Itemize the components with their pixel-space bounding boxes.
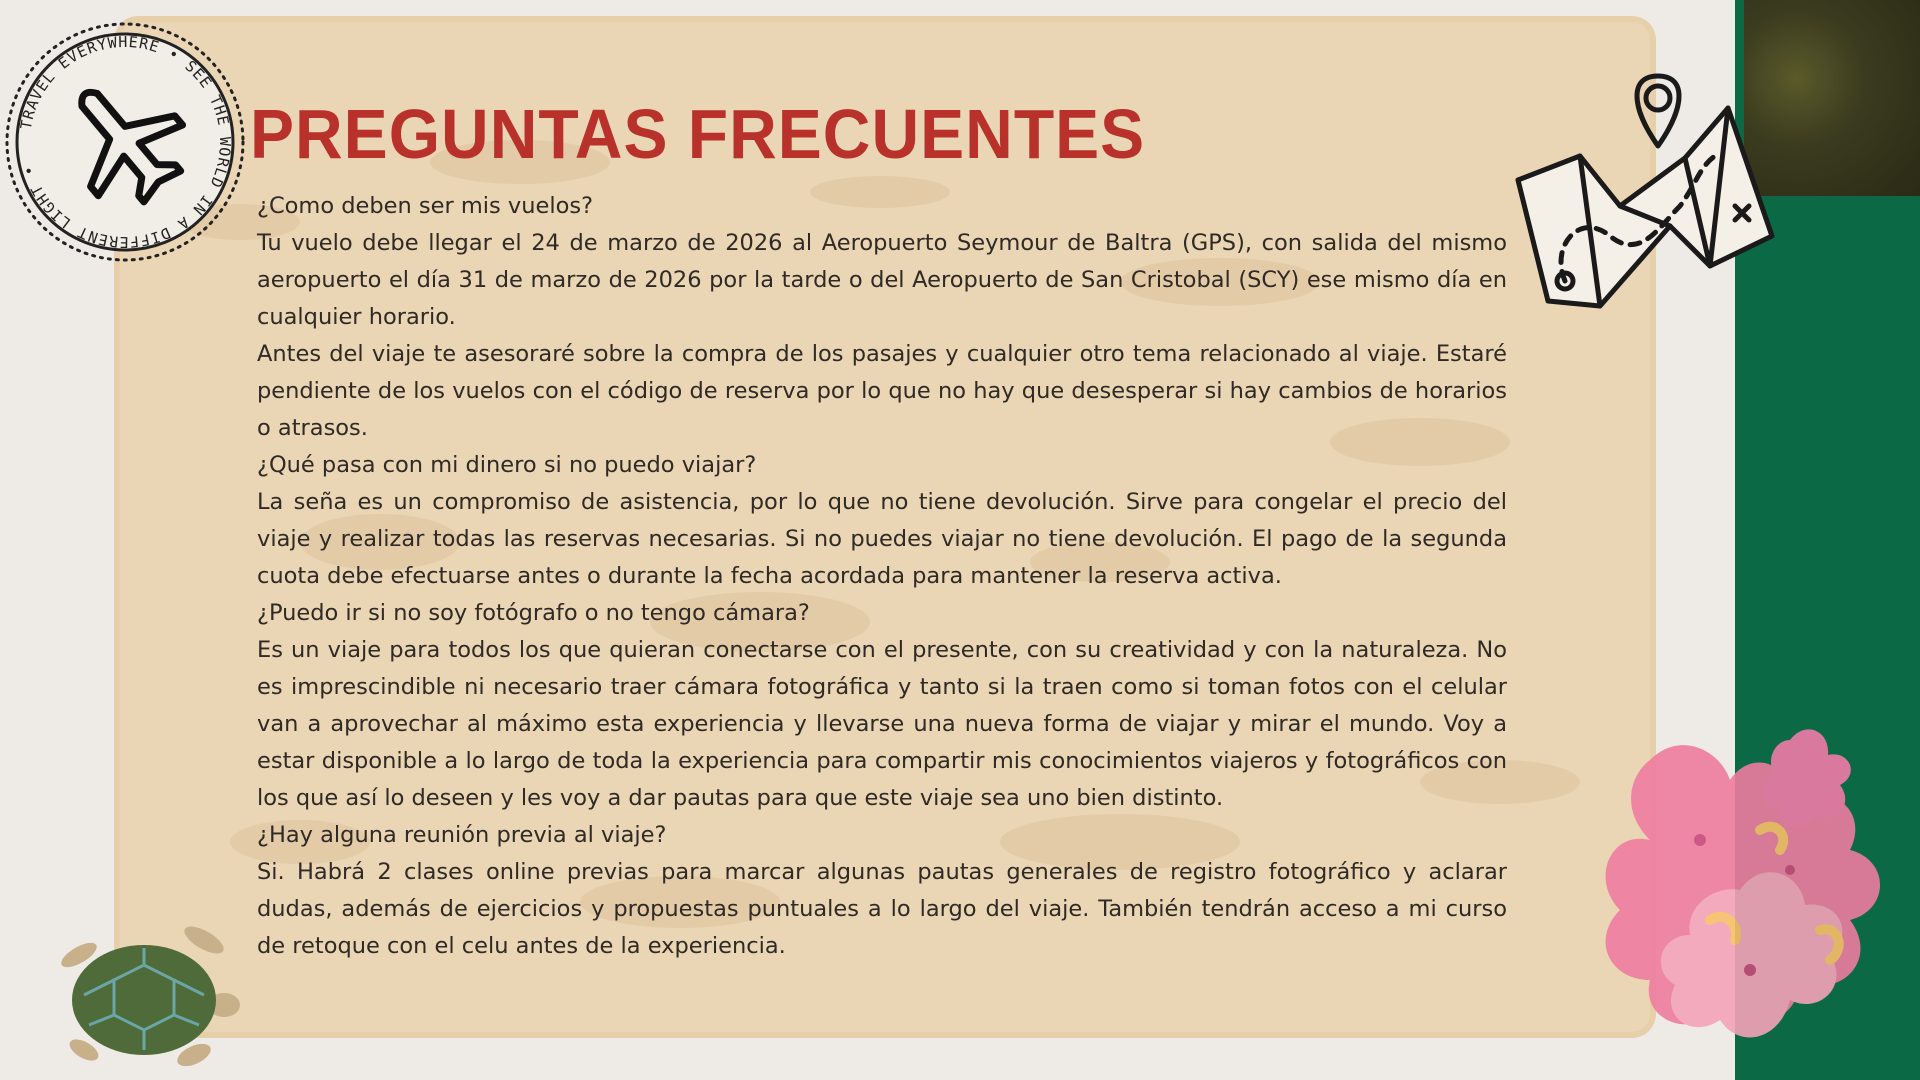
faq-question: ¿Puedo ir si no soy fotógrafo o no tengo cámara? [257, 600, 810, 626]
svg-text:TRAVEL EVERYWHERE • SEE THE WO: TRAVEL EVERYWHERE • SEE THE WORLD IN A DIFFERENT LIGHT • [16, 32, 235, 252]
turtle-icon [44, 910, 244, 1080]
faq-question: ¿Qué pasa con mi dinero si no puedo viajar? [257, 452, 757, 478]
faq-answer: Tu vuelo debe llegar el 24 de marzo de 2026 al Aeropuerto Seymour de Baltra (GPS), con salida del mismo aeropuerto el día 31 de marzo de 2026 por la tarde o del Aeropuerto de San Cristobal (SCY) ese mismo día en cualquier horario. [257, 230, 1507, 330]
faq-answer: Si. Habrá 2 clases online previas para marcar algunas pautas generales de registro fotográfico y aclarar dudas, además de ejercicios y propuestas puntuales a lo largo del viaje. También tendrán acceso a mi curso de retoque con el celu antes de la experiencia. [257, 859, 1507, 959]
coral-icon [1590, 720, 1920, 1080]
faq-question: ¿Hay alguna reunión previa al viaje? [257, 822, 667, 848]
faq-answer: La seña es un compromiso de asistencia, por lo que no tiene devolución. Sirve para congelar el precio del viaje y realizar todas las reservas necesarias. Si no puedes viajar no tiene devolución. El pago de la segunda cuota debe efectuarse antes o durante la fecha acordada para mantener la reserva activa. [257, 489, 1507, 589]
page-title: PREGUNTAS FRECUENTES [250, 95, 1146, 173]
airplane-stamp-icon [0, 12, 250, 272]
faq-answer: Es un viaje para todos los que quieran conectarse con el presente, con su creatividad y con la naturaleza. No es imprescindible ni necesario traer cámara fotográfica y tanto si la traen como si toman fotos con el celular van a aprovechar al máximo esta experiencia y llevarse una nueva forma de viajar y mirar el mundo. Voy a estar disponible a lo largo de toda la experiencia para compartir mis conocimientos viajeros y fotográficos con los que así lo deseen y les voy a dar pautas para que este viaje sea uno bien distinto. [257, 637, 1507, 811]
faq-content [257, 188, 1507, 965]
faq-question: ¿Como deben ser mis vuelos? [257, 193, 594, 219]
faq-answer: Antes del viaje te asesoraré sobre la compra de los pasajes y cualquier otro tema relacionado al viaje. Estaré pendiente de los vuelos con el código de reserva por lo que no hay que desesperar si hay cambios de horarios o atrasos. [257, 341, 1507, 441]
map-pin-icon [1510, 36, 1780, 316]
